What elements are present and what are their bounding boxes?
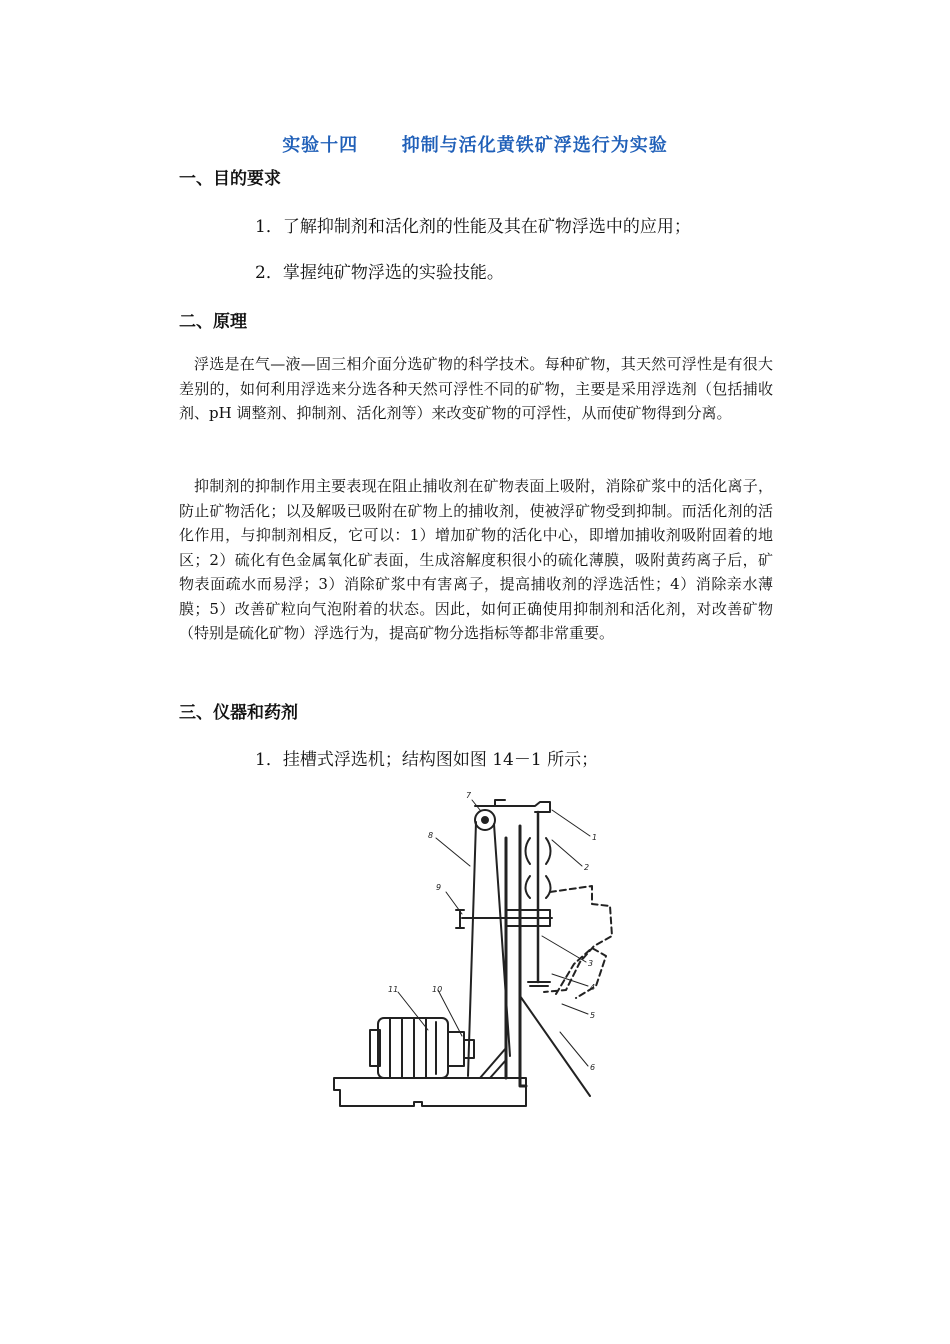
figure-label-1: 1 <box>592 833 598 842</box>
principle-paragraph-2-text: 抑制剂的抑制作用主要表现在阻止捕收剂在矿物表面上吸附，消除矿浆中的活化离子，防止矿物活化；以及解吸已吸附在矿物上的捕收剂，使被浮矿物受到抑制。而活化剂的活化作用，与抑制剂相反，它可以：1）增加矿物的活化中心，即增加捕收剂吸附固着的地区；2）硫化有色金属氧化矿表面，生成溶解度积很小的硫化薄膜，吸附黄药离子后，矿物表面疏水而易浮；3）消除矿浆中有害离子，提高捕收剂的浮选活性；4）消除亲水薄膜；5）改善矿粒向气泡附着的状态。因此，如何正确使用抑制剂和活化剂，对改善矿物（特别是硫化矿物）浮选行为，提高矿物分选指标等都非常重要。 <box>179 477 773 642</box>
figure-label-9: 9 <box>436 883 442 892</box>
figure-label-4: 4 <box>590 983 596 992</box>
section-heading-equipment: 三、仪器和药剂 <box>179 703 298 723</box>
figure-label-10: 10 <box>432 985 443 994</box>
flotation-machine-diagram <box>330 786 630 1122</box>
objective-item-1: 1．了解抑制剂和活化剂的性能及其在矿物浮选中的应用； <box>255 217 691 237</box>
figure-label-7: 7 <box>466 791 472 800</box>
flotation-cell-outline <box>544 886 612 998</box>
section-heading-objectives: 一、目的要求 <box>179 169 281 189</box>
figure-label-5: 5 <box>590 1011 596 1020</box>
principle-paragraph-1-text: 浮选是在气—液—固三相介面分选矿物的科学技术。每种矿物，其天然可浮性是有很大差别的，如何利用浮选来分选各种天然可浮性不同的矿物，主要是采用浮选剂（包括捕收剂、pH 调整剂、抑制剂、活化剂等）来改变矿物的可浮性，从而使矿物得到分离。 <box>179 355 773 422</box>
impeller <box>528 982 550 986</box>
figure-label-2: 2 <box>584 863 590 872</box>
objective-item-2: 2．掌握纯矿物浮选的实验技能。 <box>255 263 504 283</box>
section-heading-principle: 二、原理 <box>179 312 247 332</box>
equipment-item-1: 1．挂槽式浮选机；结构图如图 14－1 所示； <box>255 750 599 770</box>
page-title: 实验十四 抑制与活化黄铁矿浮选行为实验 <box>282 135 668 156</box>
support-brace <box>480 1048 506 1078</box>
figure-label-6: 6 <box>590 1063 596 1072</box>
drive-belt <box>468 822 510 1076</box>
top-pulley-hub <box>482 817 488 823</box>
base-plate <box>334 1078 526 1106</box>
principle-paragraph-1 <box>179 352 773 426</box>
figure-label-8: 8 <box>428 831 434 840</box>
figure-label-11: 11 <box>388 985 399 994</box>
motor-fins <box>390 1018 436 1078</box>
figure-label-3: 3 <box>588 959 594 968</box>
principle-paragraph-2 <box>179 474 773 646</box>
